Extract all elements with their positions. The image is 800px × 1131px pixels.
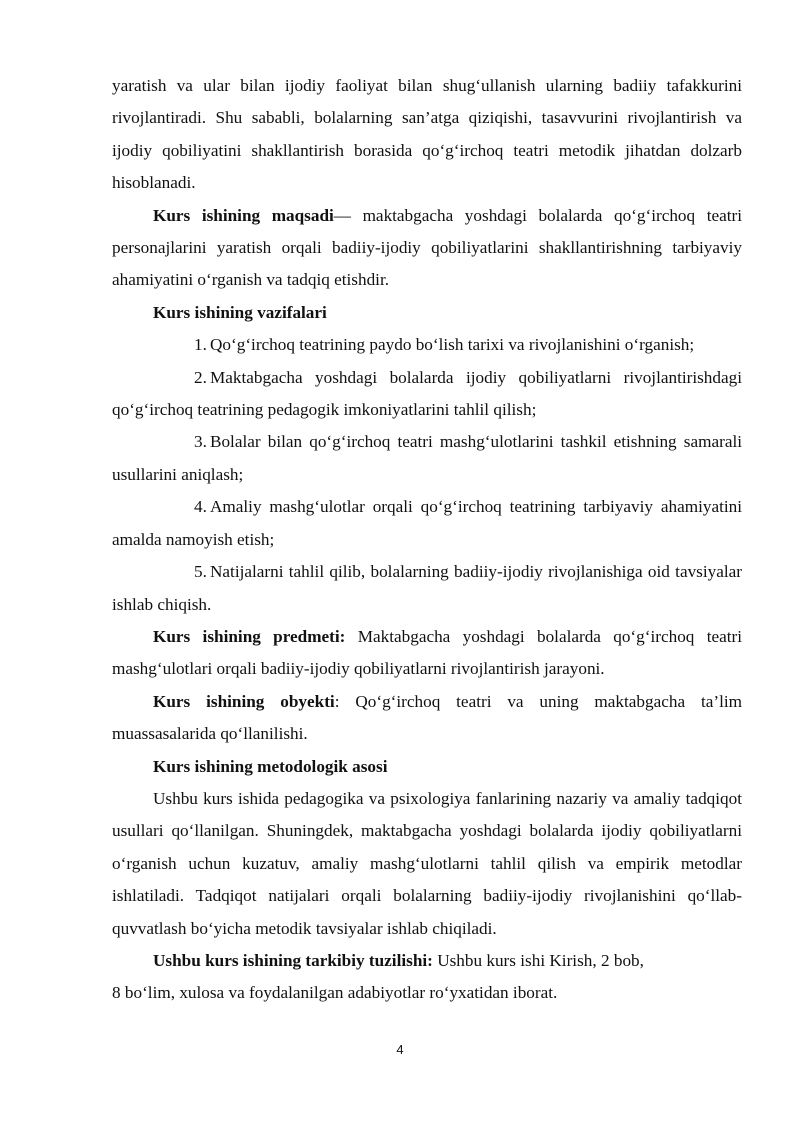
task-item (112, 362, 742, 427)
task-number: 2. (194, 367, 207, 387)
task-text: Natijalarni tahlil qilib, bolalarning badiiy-ijodiy rivojlanishiga oid tavsiyalar ishlab chiqish. (112, 562, 742, 614)
task-text: Maktabgacha yoshdagi bolalarda ijodiy qobiliyatlarni rivojlantirishdagi qo‘g‘irchoq teatrining pedagogik imkoniyatlarini tahlil qilish; (112, 367, 742, 420)
task-item (112, 491, 742, 556)
task-item (112, 329, 742, 361)
structure-paragraph (112, 945, 742, 977)
subject-label: Kurs ishining predmeti: (153, 626, 346, 646)
task-item (112, 556, 742, 621)
intro-paragraph: yaratish va ular bilan ijodiy faoliyat bilan shug‘ullanish ularning badiiy tafakkurini rivojlantiradi. Shu sababli, bolalarning san’atga qiziqishi, tasavvurini rivojlantirish va ijodiy qobiliyatini shakllantirish borasida qo‘g‘irchoq teatri metodik jihatdan dolzarb hisoblanadi. (112, 76, 742, 193)
task-text: Qo‘g‘irchoq teatrining paydo bo‘lish tarixi va rivojlanishini o‘rganish; (210, 335, 695, 355)
task-number: 4. (194, 497, 207, 517)
task-item (112, 426, 742, 491)
object-label: Kurs ishining obyekti (153, 691, 335, 711)
document-body (112, 70, 742, 1010)
goal-paragraph (112, 200, 742, 297)
task-number: 1. (194, 335, 207, 355)
structure-line1: Ushbu kurs ishi Kirish, 2 bob, (432, 950, 644, 970)
methodology-heading: Kurs ishining metodologik asosi (153, 756, 388, 776)
goal-text: — maktabgacha yoshdagi bolalarda qo‘g‘irchoq teatri personajlarini yaratish orqali badiiy-ijodiy qobiliyatlarini shakllantirishning tarbiyaviy ahamiyatini o‘rganish va tadqiq etishdir. (112, 205, 743, 290)
task-text: Amaliy mashg‘ulotlar orqali qo‘g‘irchoq teatrining tarbiyaviy ahamiyatini amalda namoyish etish; (112, 497, 742, 549)
structure-label: Ushbu kurs ishining tarkibiy tuzilishi: (153, 950, 433, 970)
tasks-heading: Kurs ishining vazifalari (153, 302, 327, 322)
task-number: 5. (194, 562, 207, 582)
goal-label: Kurs ishining maqsadi (153, 205, 334, 225)
structure-line2: 8 bo‘lim, xulosa va foydalanilgan adabiyotlar ro‘yxatidan iborat. (112, 983, 558, 1003)
methodology-paragraph: Ushbu kurs ishida pedagogika va psixologiya fanlarining nazariy va amaliy tadqiqot usullari qo‘llanilgan. Shuningdek, maktabgacha yoshdagi bolalarda ijodiy qobiliyatlarni o‘rganish uchun kuzatuv, amaliy mashg‘ulotlarni tahlil qilish va empirik metodlar ishlatiladi. Tadqiqot natijalari orqali bolalarning badiiy-ijodiy rivojlanishini qo‘llab-quvvatlash bo‘yicha metodik tavsiyalar ishlab chiqiladi. (112, 788, 742, 938)
page-number: 4 (396, 1042, 404, 1057)
object-paragraph (112, 686, 742, 751)
subject-text: Maktabgacha yoshdagi bolalarda qo‘g‘irchoq teatri mashg‘ulotlari orqali badiiy-ijodiy qobiliyatlarni rivojlantirish jarayoni. (112, 626, 743, 679)
task-number: 3. (194, 432, 207, 452)
subject-paragraph (112, 621, 742, 686)
object-text: : Qo‘g‘irchoq teatri va uning maktabgacha ta’lim muassasalarida qo‘llanilishi. (112, 691, 743, 744)
task-text: Bolalar bilan qo‘g‘irchoq teatri mashg‘ulotlarini tashkil etishning samarali usullarini aniqlash; (112, 432, 742, 484)
